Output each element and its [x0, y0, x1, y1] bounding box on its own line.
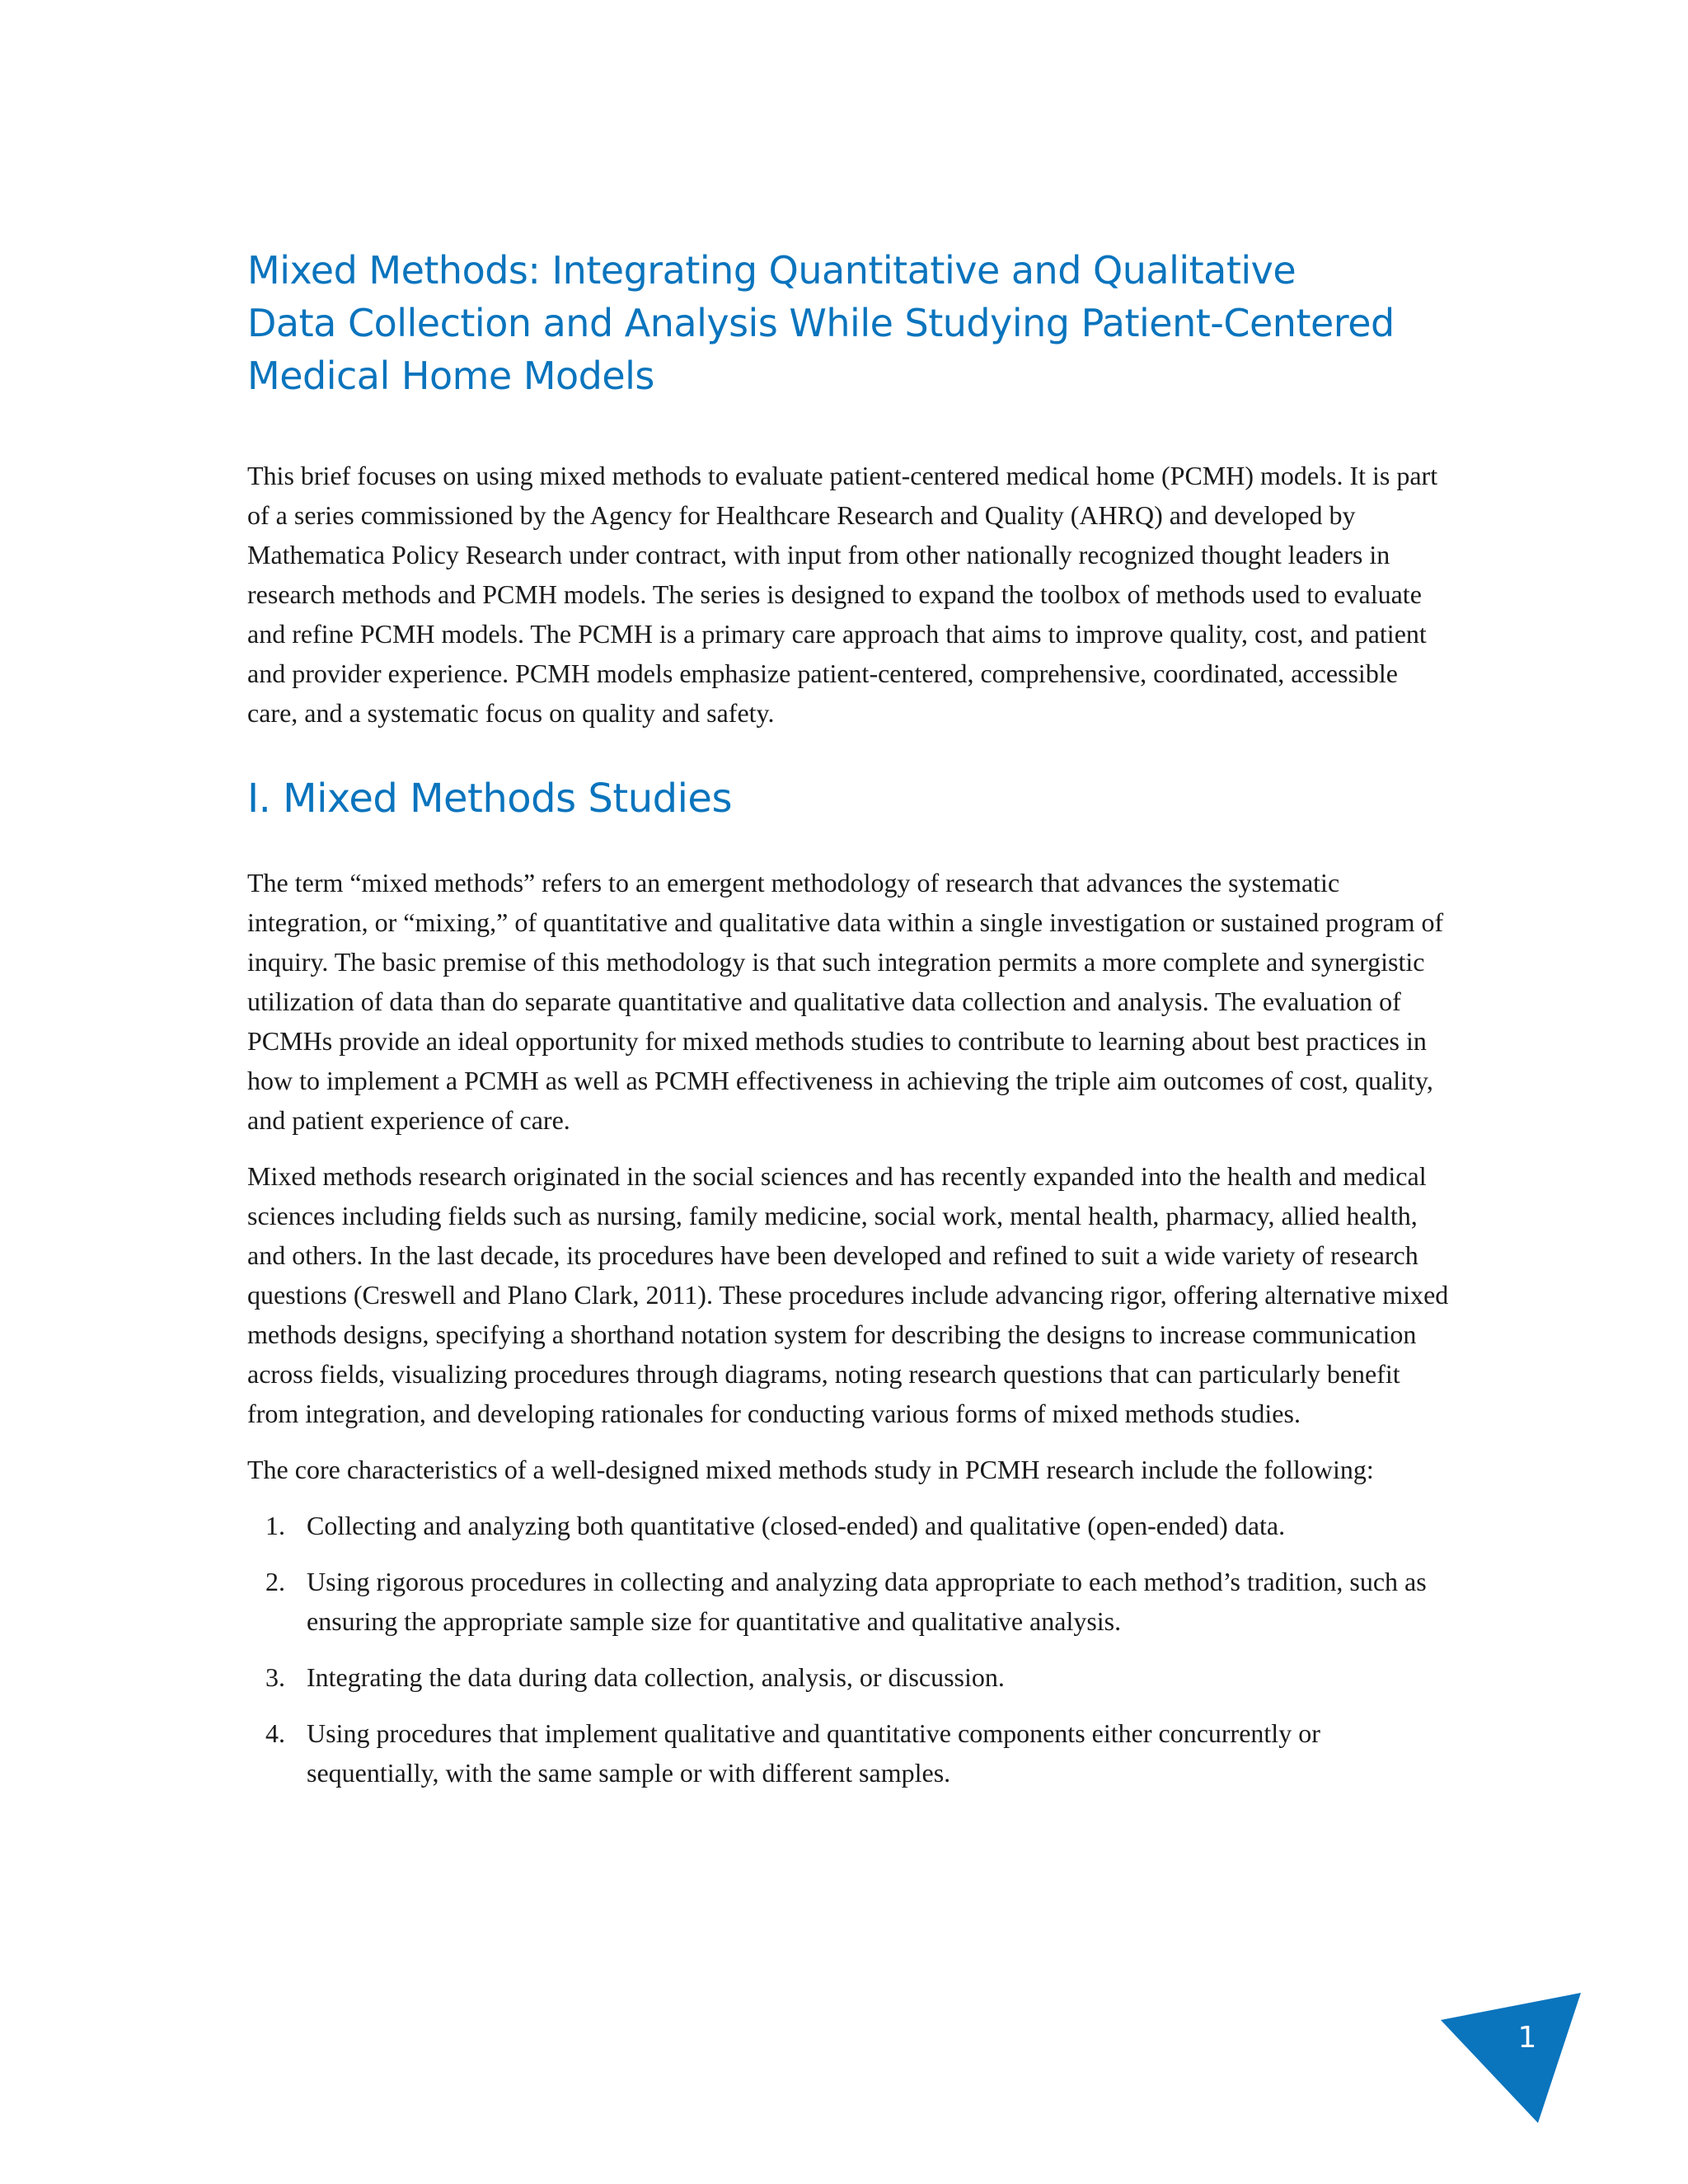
page-marker-triangle-icon: [1441, 1993, 1581, 2123]
title-line: Mixed Methods: Integrating Quantitative and Qualitative: [247, 248, 1296, 293]
body-paragraph: Mixed methods research originated in the social sciences and has recently expanded into the health and medical sciences including fields such as nursing, family medicine, social work, mental health, pharmacy, allied health, and others. In the last decade, its procedures have been developed and refined to suit a wide variety of research questions (Creswell and Plano Clark, 2011). These procedures include advancing rigor, offering alternative mixed methods designs, specifying a shorthand notation system for describing the designs to increase communication across fields, visualizing procedures through diagrams, noting research questions that can particularly benefit from integration, and developing rationales for conducting various forms of mixed methods studies.: [247, 1161, 1449, 1428]
document-page: [247, 244, 1451, 1809]
section-heading: I. Mixed Methods Studies: [247, 776, 732, 822]
list-item-text: Collecting and analyzing both quantitative (closed-ended) and qualitative (open-ended) data.: [307, 1511, 1286, 1540]
list-item: [247, 1562, 1451, 1641]
list-item-number: 2.: [265, 1567, 285, 1596]
list-item-number: 4.: [265, 1718, 285, 1748]
intro-paragraph: This brief focuses on using mixed methods to evaluate patient-centered medical home (PCMH) models. It is part of a series commissioned by the Agency for Healthcare Research and Quality (AHRQ) and developed by Mathematica Policy Research under contract, with input from other nationally recognized thought leaders in research methods and PCMH models. The series is designed to expand the toolbox of methods used to evaluate and refine PCMH models. The PCMH is a primary care approach that aims to improve quality, cost, and patient and provider experience. PCMH models emphasize patient-centered, comprehensive, coordinated, accessible care, and a systematic focus on quality and safety.: [247, 461, 1438, 728]
title-line: Data Collection and Analysis While Studying Patient-Centered: [247, 301, 1395, 345]
body-paragraph: The core characteristics of a well-designed mixed methods study in PCMH research include the following:: [247, 1455, 1374, 1484]
body-paragraph: The term “mixed methods” refers to an emergent methodology of research that advances the systematic integration, or “mixing,” of quantitative and qualitative data within a single investigation or sustained program of inquiry. The basic premise of this methodology is that such integration permits a more complete and synergistic utilization of data than do separate quantitative and qualitative data collection and analysis. The evaluation of PCMHs provide an ideal opportunity for mixed methods studies to contribute to learning about best practices in how to implement a PCMH as well as PCMH effectiveness in achieving the triple aim outcomes of cost, quality, and patient experience of care.: [247, 868, 1444, 1135]
list-item-text: Using rigorous procedures in collecting and analyzing data appropriate to each method’s tradition, such as ensuring the appropriate sample size for quantitative and qualitative analysis.: [307, 1567, 1427, 1636]
title-line: Medical Home Models: [247, 354, 654, 398]
list-item-text: Integrating the data during data collection, analysis, or discussion.: [307, 1662, 1005, 1692]
document-title: [247, 244, 1451, 402]
list-item: [247, 1657, 1451, 1697]
page-number: 1: [1517, 2021, 1537, 2055]
list-item-number: 3.: [265, 1662, 285, 1692]
list-item-number: 1.: [265, 1511, 285, 1540]
list-item-text: Using procedures that implement qualitative and quantitative components either concurrently or sequentially, with the same sample or with different samples.: [307, 1718, 1320, 1788]
characteristics-list: [247, 1506, 1451, 1793]
list-item: [247, 1713, 1451, 1793]
list-item: [247, 1506, 1451, 1545]
